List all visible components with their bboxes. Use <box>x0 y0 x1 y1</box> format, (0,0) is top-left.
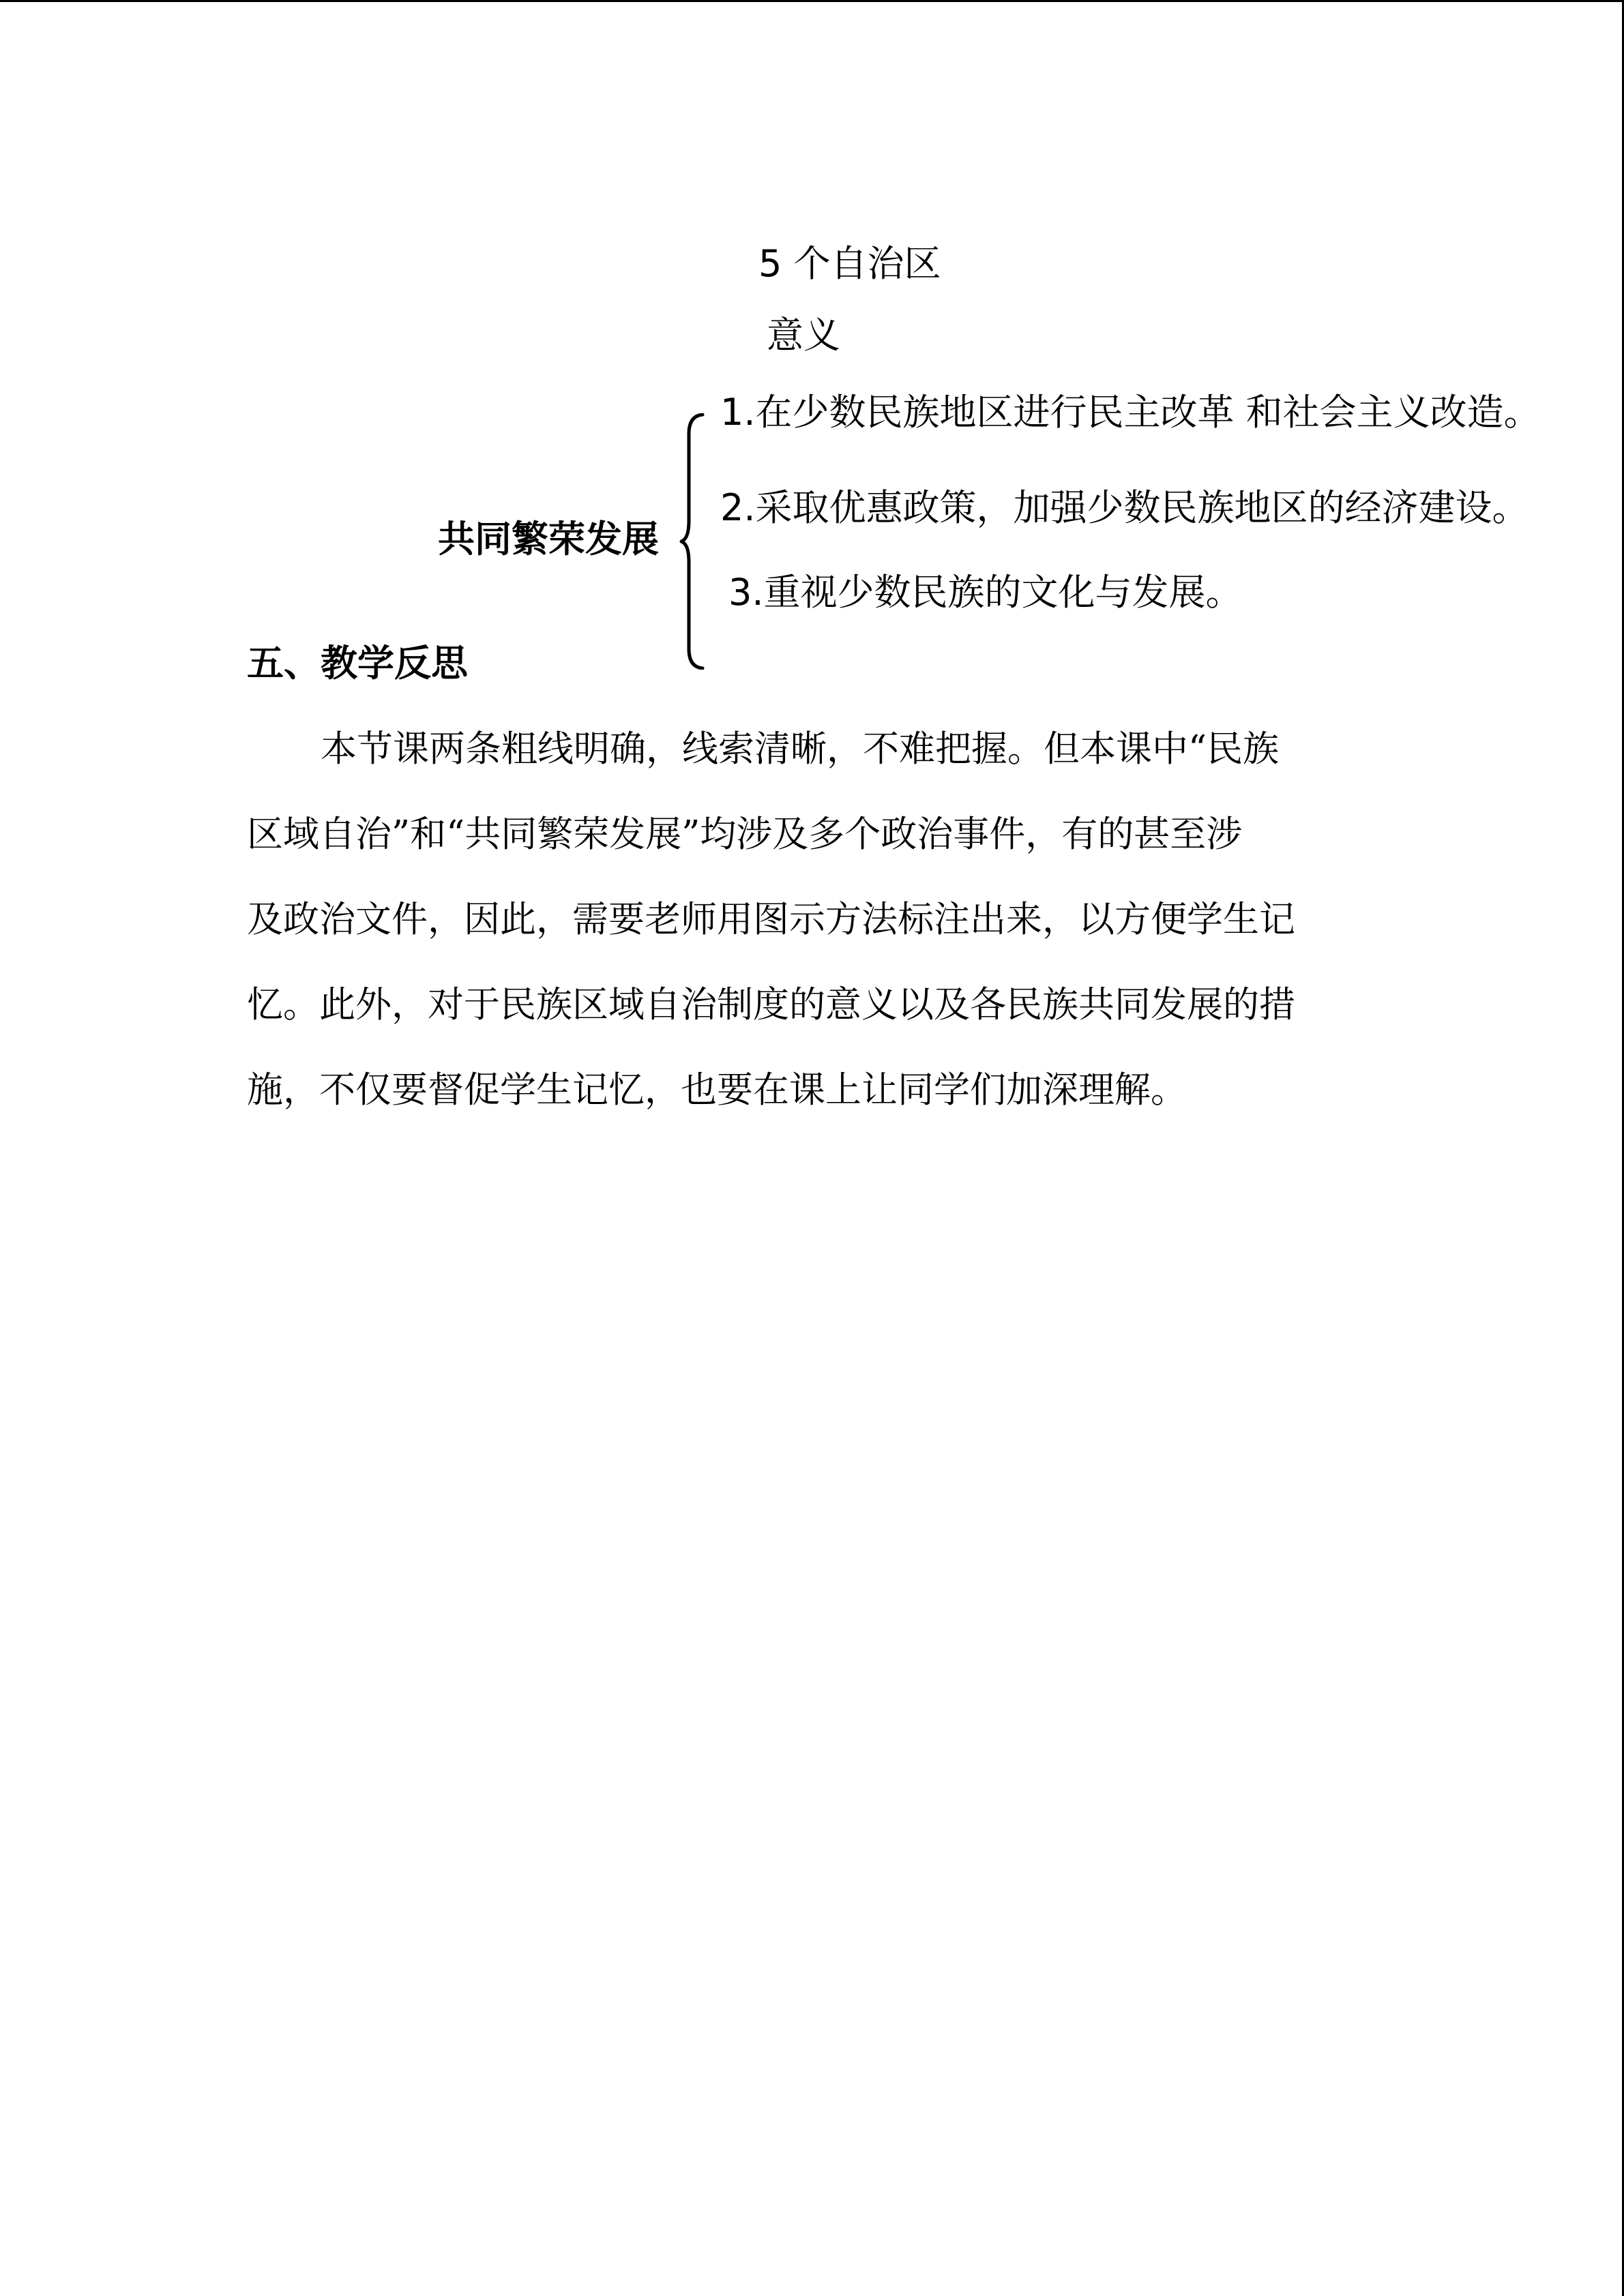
paragraph-line: 本节课两条粗线明确，线索清晰，不难把握。但本课中“民族 <box>321 728 1280 770</box>
curly-brace <box>679 413 707 670</box>
page-border-top <box>0 0 1624 2</box>
autonomous-region-count: 5 个自治区 <box>758 242 941 285</box>
significance-label: 意义 <box>767 314 840 357</box>
paragraph-line: 忆。此外，对于民族区域自治制度的意义以及各民族共同发展的措 <box>247 984 1295 1026</box>
prosperity-item-1: 1.在少数民族地区进行民主改革 和社会主义改造。 <box>720 391 1541 434</box>
section-heading-reflection: 五、教学反思 <box>247 641 468 685</box>
prosperity-title: 共同繁荣发展 <box>438 518 659 561</box>
prosperity-item-2: 2.采取优惠政策，加强少数民族地区的经济建设。 <box>720 486 1529 529</box>
paragraph-line: 及政治文件，因此，需要老师用图示方法标注出来，以方便学生记 <box>247 899 1295 940</box>
paragraph-line: 区域自治”和“共同繁荣发展”均涉及多个政治事件，有的甚至涉 <box>247 814 1243 855</box>
paragraph-line: 施，不仅要督促学生记忆，也要在课上让同学们加深理解。 <box>247 1069 1187 1111</box>
reflection-paragraph <box>247 720 1365 1146</box>
prosperity-item-3: 3.重视少数民族的文化与发展。 <box>728 571 1243 614</box>
